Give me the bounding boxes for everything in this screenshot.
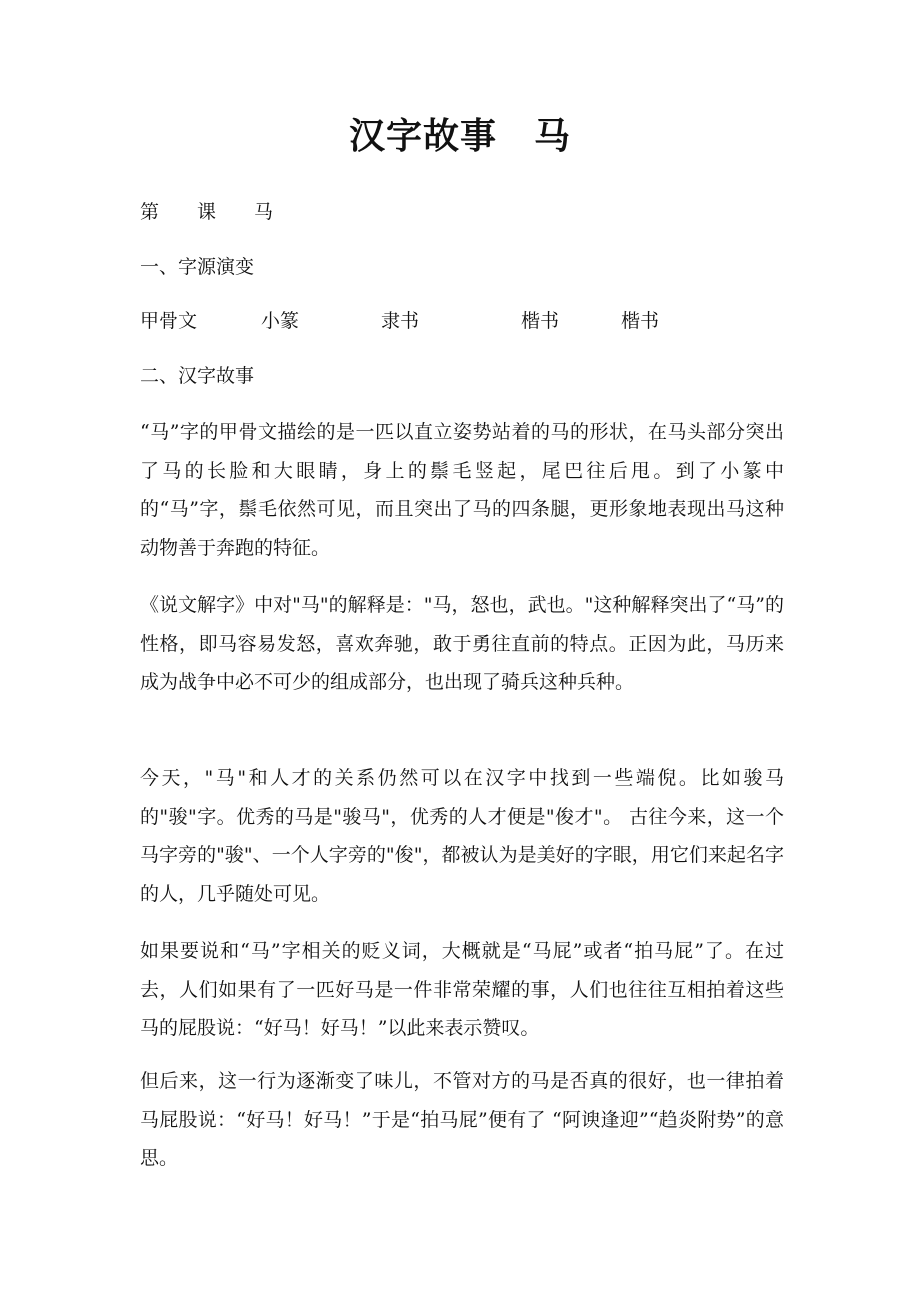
script-label-clerical: 隶书 (381, 310, 420, 332)
section-heading-story: 二、汉字故事 (140, 365, 255, 387)
page-title: 汉字故事 马 (348, 115, 571, 157)
script-styles-row (0, 306, 920, 336)
story-paragraph: 今天，"马"和人才的关系仍然可以在汉字中找到一些端倪。比如骏马的"骏"字。优秀的马是"骏马"，优秀的人才便是"俊才"。 古往今来，这一个马字旁的"骏"、一个人字旁的"俊"，都被认为是美好的字眼，用它们来起名字的人，几乎随处可见。 (140, 767, 784, 905)
story-paragraph: 如果要说和“马”字相关的贬义词，大概就是“马屁”或者“拍马屁”了。在过去，人们如果有了一匹好马是一件非常荣耀的事，人们也往往互相拍着这些马的屁股说：“好马！好马！”以此来表示赞叹。 (140, 940, 784, 1039)
script-label-regular-2: 楷书 (621, 310, 660, 332)
script-label-oracle-bone: 甲骨文 (140, 310, 198, 332)
script-label-regular-1: 楷书 (521, 310, 560, 332)
script-label-small-seal: 小篆 (261, 310, 300, 332)
story-paragraph: “马”字的甲骨文描绘的是一匹以直立姿势站着的马的形状，在马头部分突出了马的长脸和大眼睛，身上的鬃毛竖起，尾巴往后甩。到了小篆中的“马”字，鬃毛依然可见，而且突出了马的四条腿，更形象地表现出马这种动物善于奔跑的特征。 (140, 421, 784, 559)
lesson-heading: 第 课 马 (140, 201, 274, 223)
story-paragraph: 《说文解字》中对"马"的解释是："马，怒也，武也。"这种解释突出了“马”的性格，即马容易发怒，喜欢奔驰，敢于勇往直前的特点。正因为此，马历来成为战争中必不可少的组成部分，也出现了骑兵这种兵种。 (140, 594, 784, 693)
story-paragraph: 但后来，这一行为逐渐变了味儿，不管对方的马是否真的很好，也一律拍着马屁股说：“好马！好马！”于是“拍马屁”便有了 “阿谀逢迎”“趋炎附势”的意思。 (140, 1070, 784, 1169)
section-heading-origin: 一、字源演变 (140, 256, 255, 278)
